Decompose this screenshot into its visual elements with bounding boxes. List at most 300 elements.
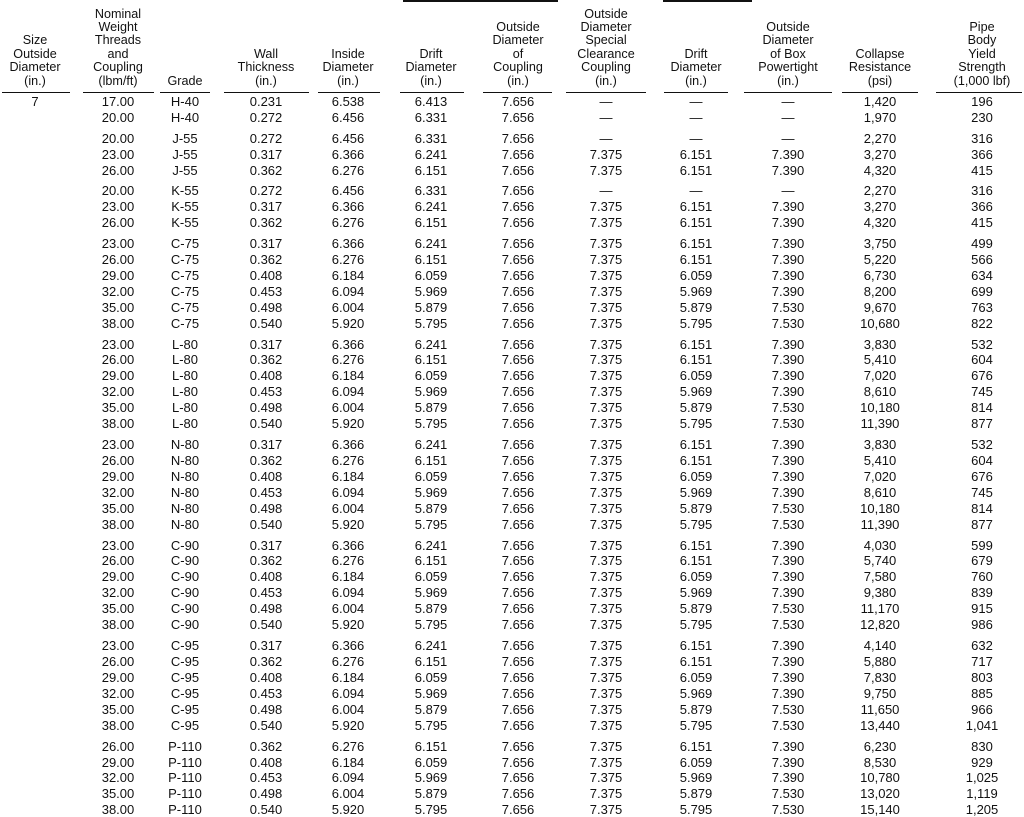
- cell-grade: H-40: [170, 110, 200, 125]
- cell-wall-thickness: 0.362: [249, 738, 283, 754]
- cell-weight: 32.00: [101, 283, 135, 299]
- header-underline: [664, 92, 728, 93]
- cell-drift-diameter: 6.241: [414, 537, 448, 553]
- cell-od-special-clearance: 7.375: [589, 283, 623, 299]
- cell-drift-diameter-special: 6.151: [679, 236, 713, 251]
- cell-collapse-resistance: 7,020: [863, 468, 897, 484]
- cell-grade: H-40: [170, 94, 200, 109]
- cell-inside-diameter: 6.184: [331, 754, 365, 770]
- cell-yield-strength: 1,119: [966, 786, 998, 802]
- column-header-inside-diameter: Diameter: [322, 60, 374, 75]
- cell-od-coupling: 7.656: [501, 162, 535, 178]
- cell-collapse-resistance: 4,030: [863, 537, 897, 553]
- cell-od-special-clearance: 7.375: [589, 585, 623, 601]
- cell-od-coupling: 7.656: [501, 267, 535, 283]
- cell-od-special-clearance: 7.375: [589, 569, 623, 585]
- cell-od-coupling: 7.656: [501, 553, 535, 569]
- cell-od-box-powertight: —: [781, 183, 795, 199]
- cell-od-box-powertight: 7.390: [771, 352, 805, 368]
- cell-collapse-resistance: 7,020: [863, 368, 897, 384]
- column-header-outside-diameter-box-powertight: Powertight: [758, 60, 818, 75]
- cell-wall-thickness: 0.362: [249, 553, 283, 569]
- cell-weight: 17.00: [101, 94, 135, 109]
- header-underline: [744, 92, 832, 93]
- cell-collapse-resistance: 12,820: [860, 617, 900, 633]
- cell-grade: N-80: [170, 468, 200, 484]
- cell-wall-thickness: 0.362: [249, 251, 283, 267]
- cell-grade: C-75: [170, 251, 200, 267]
- cell-od-special-clearance: 7.375: [589, 537, 623, 553]
- cell-weight: 38.00: [101, 717, 135, 733]
- cell-od-special-clearance: 7.375: [589, 384, 623, 400]
- cell-inside-diameter: 6.366: [331, 336, 365, 352]
- cell-drift-diameter-special: 5.969: [679, 685, 713, 701]
- cell-weight: 35.00: [101, 500, 135, 516]
- cell-od-coupling: 7.656: [501, 617, 535, 633]
- cell-grade: N-80: [170, 437, 200, 452]
- header-underline: [224, 92, 309, 93]
- cell-od-coupling: 7.656: [501, 601, 535, 617]
- cell-inside-diameter: 5.920: [331, 802, 365, 817]
- cell-drift-diameter: 6.151: [414, 738, 448, 754]
- header-underline: [400, 92, 464, 93]
- cell-od-coupling: 7.656: [501, 585, 535, 601]
- cell-drift-diameter: 6.151: [414, 162, 448, 178]
- cell-od-special-clearance: 7.375: [589, 717, 623, 733]
- cell-yield-strength: 814: [971, 400, 993, 416]
- cell-od-special-clearance: —: [599, 94, 613, 109]
- cell-drift-diameter-special: 6.151: [679, 199, 713, 215]
- cell-yield-strength: 632: [971, 638, 993, 653]
- header-underline: [2, 92, 70, 93]
- cell-od-coupling: 7.656: [501, 701, 535, 717]
- cell-wall-thickness: 0.453: [249, 770, 283, 786]
- cell-wall-thickness: 0.498: [249, 701, 283, 717]
- cell-inside-diameter: 6.004: [331, 786, 365, 802]
- cell-yield-strength: 679: [971, 553, 993, 569]
- column-header-outside-diameter-coupling: Outside: [496, 20, 540, 34]
- cell-drift-diameter: 5.879: [414, 701, 448, 717]
- cell-od-box-powertight: 7.390: [771, 553, 805, 569]
- cell-wall-thickness: 0.540: [249, 516, 283, 532]
- cell-wall-thickness: 0.498: [249, 400, 283, 416]
- cell-od-coupling: 7.656: [501, 754, 535, 770]
- cell-collapse-resistance: 4,140: [863, 638, 897, 653]
- cell-inside-diameter: 5.920: [331, 416, 365, 432]
- cell-collapse-resistance: 5,740: [863, 553, 897, 569]
- cell-drift-diameter: 5.795: [414, 516, 448, 532]
- cell-inside-diameter: 6.366: [331, 236, 365, 251]
- cell-yield-strength: 566: [971, 251, 993, 267]
- cell-grade: N-80: [170, 500, 200, 516]
- column-header-drift-diameter: (in.): [420, 73, 442, 88]
- cell-drift-diameter-special: 6.059: [679, 669, 713, 685]
- column-header-pipe-body-yield-strength: Pipe: [969, 20, 995, 34]
- cell-weight: 32.00: [101, 384, 135, 400]
- cell-weight: 32.00: [101, 585, 135, 601]
- cell-collapse-resistance: 2,270: [863, 183, 897, 199]
- cell-od-special-clearance: 7.375: [589, 352, 623, 368]
- cell-drift-diameter-special: —: [689, 183, 703, 199]
- cell-drift-diameter-special: 6.151: [679, 146, 713, 162]
- column-header-collapse-resistance: Resistance: [848, 60, 912, 75]
- cell-od-special-clearance: 7.375: [589, 654, 623, 669]
- cell-od-coupling: 7.656: [501, 669, 535, 685]
- cell-drift-diameter: 6.059: [414, 569, 448, 585]
- column-header-inside-diameter: Inside: [331, 46, 365, 61]
- cell-od-coupling: 7.656: [501, 738, 535, 754]
- cell-weight: 26.00: [101, 553, 135, 569]
- cell-grade: C-95: [170, 654, 200, 669]
- cell-drift-diameter-special: 6.151: [679, 162, 713, 178]
- cell-wall-thickness: 0.317: [249, 638, 283, 653]
- cell-inside-diameter: 6.094: [331, 484, 365, 500]
- header-underline: [483, 92, 552, 93]
- cell-grade: K-55: [171, 215, 199, 231]
- cell-grade: C-95: [170, 717, 200, 733]
- cell-inside-diameter: 6.538: [331, 94, 365, 109]
- cell-od-special-clearance: 7.375: [589, 236, 623, 251]
- cell-od-coupling: 7.656: [501, 146, 535, 162]
- cell-wall-thickness: 0.272: [249, 130, 283, 146]
- cell-drift-diameter-special: 6.151: [679, 437, 713, 452]
- cell-wall-thickness: 0.317: [249, 146, 283, 162]
- cell-drift-diameter: 6.241: [414, 638, 448, 653]
- cell-inside-diameter: 6.276: [331, 215, 365, 231]
- cell-od-coupling: 7.656: [501, 336, 535, 352]
- cell-inside-diameter: 6.366: [331, 437, 365, 452]
- column-header-outside-diameter-coupling: of: [512, 46, 524, 61]
- cell-yield-strength: 745: [971, 484, 993, 500]
- cell-drift-diameter: 5.879: [414, 786, 448, 802]
- cell-weight: 23.00: [101, 638, 135, 653]
- cell-drift-diameter: 5.795: [414, 617, 448, 633]
- column-header-outside-diameter-special-clearance: (in.): [595, 73, 617, 88]
- cell-grade: P-110: [168, 802, 202, 817]
- cell-collapse-resistance: 10,680: [860, 315, 900, 331]
- cell-inside-diameter: 6.276: [331, 352, 365, 368]
- column-header-drift-diameter-special: (in.): [685, 73, 707, 88]
- cell-od-coupling: 7.656: [501, 786, 535, 802]
- column-header-drift-diameter-special: Diameter: [670, 60, 722, 75]
- cell-wall-thickness: 0.540: [249, 617, 283, 633]
- cell-grade: C-90: [170, 617, 200, 633]
- cell-grade: P-110: [168, 770, 202, 786]
- cell-od-box-powertight: 7.390: [771, 669, 805, 685]
- cell-drift-diameter-special: 5.969: [679, 770, 713, 786]
- cell-od-box-powertight: 7.530: [771, 717, 805, 733]
- cell-drift-diameter-special: 5.795: [679, 617, 713, 633]
- cell-drift-diameter-special: 5.879: [679, 299, 713, 315]
- cell-yield-strength: 986: [971, 617, 993, 633]
- cell-wall-thickness: 0.408: [249, 669, 283, 685]
- column-header-outside-diameter-special-clearance: Outside: [584, 6, 628, 21]
- cell-collapse-resistance: 8,530: [863, 754, 897, 770]
- cell-od-box-powertight: 7.530: [771, 416, 805, 432]
- cell-drift-diameter: 6.151: [414, 452, 448, 468]
- cell-od-box-powertight: 7.390: [771, 146, 805, 162]
- cell-drift-diameter-special: 5.879: [679, 500, 713, 516]
- cell-od-special-clearance: 7.375: [589, 669, 623, 685]
- cell-collapse-resistance: 10,180: [860, 400, 900, 416]
- cell-grade: L-80: [171, 416, 199, 432]
- cell-collapse-resistance: 1,420: [863, 94, 897, 109]
- cell-wall-thickness: 0.453: [249, 484, 283, 500]
- cell-yield-strength: 803: [971, 669, 993, 685]
- cell-wall-thickness: 0.498: [249, 299, 283, 315]
- cell-od-coupling: 7.656: [501, 569, 535, 585]
- cell-inside-diameter: 6.366: [331, 638, 365, 653]
- cell-yield-strength: 822: [971, 315, 993, 331]
- cell-wall-thickness: 0.317: [249, 537, 283, 553]
- cell-weight: 20.00: [101, 110, 135, 125]
- cell-od-box-powertight: 7.390: [771, 162, 805, 178]
- cell-od-box-powertight: 7.390: [771, 215, 805, 231]
- cell-collapse-resistance: 7,580: [863, 569, 897, 585]
- cell-weight: 32.00: [101, 484, 135, 500]
- cell-yield-strength: 499: [971, 236, 993, 251]
- cell-collapse-resistance: 9,670: [863, 299, 897, 315]
- cell-od-box-powertight: —: [781, 94, 795, 109]
- cell-yield-strength: 1,041: [965, 717, 999, 733]
- cell-od-box-powertight: 7.390: [771, 336, 805, 352]
- cell-drift-diameter: 5.795: [414, 315, 448, 331]
- cell-collapse-resistance: 5,880: [863, 654, 897, 669]
- cell-wall-thickness: 0.408: [249, 267, 283, 283]
- cell-weight: 26.00: [101, 162, 135, 178]
- cell-od-box-powertight: 7.390: [771, 267, 805, 283]
- cell-yield-strength: 634: [971, 267, 993, 283]
- cell-od-coupling: 7.656: [501, 500, 535, 516]
- cell-od-coupling: 7.656: [501, 516, 535, 532]
- cell-yield-strength: 745: [971, 384, 993, 400]
- cell-weight: 20.00: [101, 183, 135, 199]
- cell-collapse-resistance: 6,230: [863, 738, 897, 754]
- cell-od-box-powertight: 7.390: [771, 754, 805, 770]
- cell-od-coupling: 7.656: [501, 452, 535, 468]
- cell-weight: 29.00: [101, 669, 135, 685]
- cell-wall-thickness: 0.453: [249, 685, 283, 701]
- cell-od-special-clearance: 7.375: [589, 468, 623, 484]
- cell-drift-diameter-special: 6.059: [679, 368, 713, 384]
- cell-od-box-powertight: 7.390: [771, 685, 805, 701]
- cell-collapse-resistance: 1,970: [863, 110, 897, 125]
- cell-yield-strength: 760: [971, 569, 993, 585]
- cell-weight: 38.00: [101, 802, 135, 817]
- cell-yield-strength: 1,025: [965, 770, 999, 786]
- cell-collapse-resistance: 13,020: [860, 786, 900, 802]
- cell-od-special-clearance: 7.375: [589, 146, 623, 162]
- cell-drift-diameter: 6.241: [414, 336, 448, 352]
- header-underline: [318, 92, 380, 93]
- cell-weight: 35.00: [101, 786, 135, 802]
- cell-od-coupling: 7.656: [501, 130, 535, 146]
- cell-wall-thickness: 0.408: [249, 754, 283, 770]
- cell-wall-thickness: 0.540: [249, 315, 283, 331]
- cell-weight: 23.00: [101, 336, 135, 352]
- column-header-outside-diameter-special-clearance: Special: [585, 33, 627, 48]
- cell-inside-diameter: 6.276: [331, 162, 365, 178]
- cell-wall-thickness: 0.498: [249, 786, 283, 802]
- cell-drift-diameter: 5.879: [414, 500, 448, 516]
- cell-weight: 26.00: [101, 352, 135, 368]
- cell-inside-diameter: 6.184: [331, 569, 365, 585]
- cell-inside-diameter: 6.184: [331, 468, 365, 484]
- cell-drift-diameter: 5.795: [414, 802, 448, 817]
- cell-od-coupling: 7.656: [501, 685, 535, 701]
- cell-weight: 26.00: [101, 452, 135, 468]
- cell-od-special-clearance: 7.375: [589, 400, 623, 416]
- cell-drift-diameter: 5.969: [414, 384, 448, 400]
- cell-drift-diameter-special: —: [689, 130, 703, 146]
- cell-drift-diameter: 5.879: [414, 400, 448, 416]
- cell-od-special-clearance: 7.375: [589, 617, 623, 633]
- cell-drift-diameter-special: 6.059: [679, 754, 713, 770]
- cell-od-coupling: 7.656: [501, 215, 535, 231]
- cell-weight: 29.00: [101, 267, 135, 283]
- cell-od-coupling: 7.656: [501, 352, 535, 368]
- cell-wall-thickness: 0.498: [249, 601, 283, 617]
- cell-drift-diameter-special: 6.151: [679, 336, 713, 352]
- cell-od-special-clearance: 7.375: [589, 416, 623, 432]
- column-header-grade: Grade: [167, 73, 203, 88]
- cell-wall-thickness: 0.453: [249, 283, 283, 299]
- cell-drift-diameter-special: 6.151: [679, 738, 713, 754]
- cell-wall-thickness: 0.540: [249, 802, 283, 817]
- column-header-size-outside-diameter: Diameter: [9, 60, 61, 75]
- cell-weight: 23.00: [101, 537, 135, 553]
- column-header-wall-thickness: Thickness: [237, 60, 295, 75]
- cell-od-special-clearance: —: [599, 183, 613, 199]
- cell-collapse-resistance: 11,390: [860, 516, 900, 532]
- cell-yield-strength: 604: [971, 352, 993, 368]
- column-header-wall-thickness: Wall: [253, 46, 279, 61]
- cell-inside-diameter: 6.366: [331, 199, 365, 215]
- cell-od-box-powertight: 7.530: [771, 701, 805, 717]
- cell-yield-strength: 814: [971, 500, 993, 516]
- cell-od-special-clearance: 7.375: [589, 770, 623, 786]
- cell-collapse-resistance: 5,410: [863, 352, 897, 368]
- cell-drift-diameter: 5.969: [414, 685, 448, 701]
- cell-od-special-clearance: 7.375: [589, 802, 623, 817]
- column-header-nominal-weight: Weight: [98, 20, 138, 34]
- cell-od-box-powertight: —: [781, 130, 795, 146]
- cell-collapse-resistance: 15,140: [860, 802, 900, 817]
- cell-drift-diameter-special: 6.151: [679, 452, 713, 468]
- header-underline: [83, 92, 154, 93]
- cell-grade: J-55: [172, 146, 198, 162]
- cell-drift-diameter-special: 5.795: [679, 315, 713, 331]
- cell-od-box-powertight: 7.530: [771, 786, 805, 802]
- cell-grade: C-75: [170, 236, 200, 251]
- cell-od-coupling: 7.656: [501, 468, 535, 484]
- cell-od-special-clearance: 7.375: [589, 500, 623, 516]
- header-span-rule: [403, 0, 558, 2]
- cell-drift-diameter: 6.151: [414, 352, 448, 368]
- cell-yield-strength: 415: [971, 162, 993, 178]
- cell-drift-diameter: 5.795: [414, 416, 448, 432]
- column-header-nominal-weight: (lbm/ft): [98, 73, 138, 88]
- cell-yield-strength: 830: [971, 738, 993, 754]
- cell-grade: L-80: [171, 368, 199, 384]
- cell-grade: P-110: [168, 786, 202, 802]
- cell-wall-thickness: 0.540: [249, 416, 283, 432]
- column-header-outside-diameter-box-powertight: Diameter: [762, 33, 814, 48]
- cell-collapse-resistance: 8,200: [863, 283, 897, 299]
- cell-inside-diameter: 6.094: [331, 685, 365, 701]
- cell-yield-strength: 532: [971, 336, 993, 352]
- cell-yield-strength: 966: [971, 701, 993, 717]
- cell-wall-thickness: 0.408: [249, 569, 283, 585]
- cell-drift-diameter-special: 5.879: [679, 786, 713, 802]
- cell-grade: N-80: [170, 516, 200, 532]
- column-header-nominal-weight: Threads: [94, 33, 142, 48]
- cell-od-special-clearance: 7.375: [589, 738, 623, 754]
- cell-inside-diameter: 5.920: [331, 516, 365, 532]
- cell-grade: L-80: [171, 336, 199, 352]
- column-header-nominal-weight: and: [107, 46, 129, 61]
- cell-od-special-clearance: 7.375: [589, 336, 623, 352]
- cell-od-special-clearance: 7.375: [589, 553, 623, 569]
- cell-yield-strength: 316: [971, 183, 993, 199]
- cell-od-coupling: 7.656: [501, 802, 535, 817]
- column-header-drift-diameter: Diameter: [405, 60, 457, 75]
- cell-od-coupling: 7.656: [501, 537, 535, 553]
- cell-wall-thickness: 0.362: [249, 352, 283, 368]
- cell-yield-strength: 1,205: [965, 802, 999, 817]
- cell-yield-strength: 366: [971, 146, 993, 162]
- header-underline: [566, 92, 646, 93]
- column-header-size-outside-diameter: Outside: [13, 46, 57, 61]
- cell-grade: P-110: [168, 738, 202, 754]
- cell-inside-diameter: 6.276: [331, 654, 365, 669]
- cell-drift-diameter: 5.795: [414, 717, 448, 733]
- cell-od-coupling: 7.656: [501, 110, 535, 125]
- cell-weight: 23.00: [101, 437, 135, 452]
- cell-weight: 29.00: [101, 468, 135, 484]
- column-header-wall-thickness: (in.): [255, 73, 277, 88]
- cell-drift-diameter: 6.151: [414, 251, 448, 267]
- cell-grade: C-95: [170, 701, 200, 717]
- cell-collapse-resistance: 7,830: [863, 669, 897, 685]
- cell-od-special-clearance: 7.375: [589, 786, 623, 802]
- column-header-pipe-body-yield-strength: (1,000 lbf): [953, 73, 1011, 88]
- cell-drift-diameter: 6.241: [414, 199, 448, 215]
- cell-drift-diameter: 5.879: [414, 299, 448, 315]
- cell-yield-strength: 599: [971, 537, 993, 553]
- cell-drift-diameter-special: 6.151: [679, 638, 713, 653]
- header-underline: [842, 92, 918, 93]
- cell-od-special-clearance: 7.375: [589, 368, 623, 384]
- cell-inside-diameter: 6.094: [331, 585, 365, 601]
- cell-inside-diameter: 6.004: [331, 701, 365, 717]
- column-header-nominal-weight: Nominal: [94, 6, 142, 21]
- column-header-pipe-body-yield-strength: Body: [967, 33, 997, 48]
- cell-od-special-clearance: 7.375: [589, 638, 623, 653]
- cell-inside-diameter: 6.276: [331, 251, 365, 267]
- cell-inside-diameter: 6.366: [331, 537, 365, 553]
- cell-weight: 35.00: [101, 601, 135, 617]
- cell-yield-strength: 915: [971, 601, 993, 617]
- cell-yield-strength: 415: [971, 215, 993, 231]
- cell-grade: C-95: [170, 669, 200, 685]
- cell-od-special-clearance: 7.375: [589, 315, 623, 331]
- cell-weight: 38.00: [101, 516, 135, 532]
- cell-od-box-powertight: 7.530: [771, 299, 805, 315]
- cell-grade: J-55: [172, 162, 198, 178]
- cell-drift-diameter: 6.241: [414, 236, 448, 251]
- column-header-collapse-resistance: Collapse: [855, 46, 905, 61]
